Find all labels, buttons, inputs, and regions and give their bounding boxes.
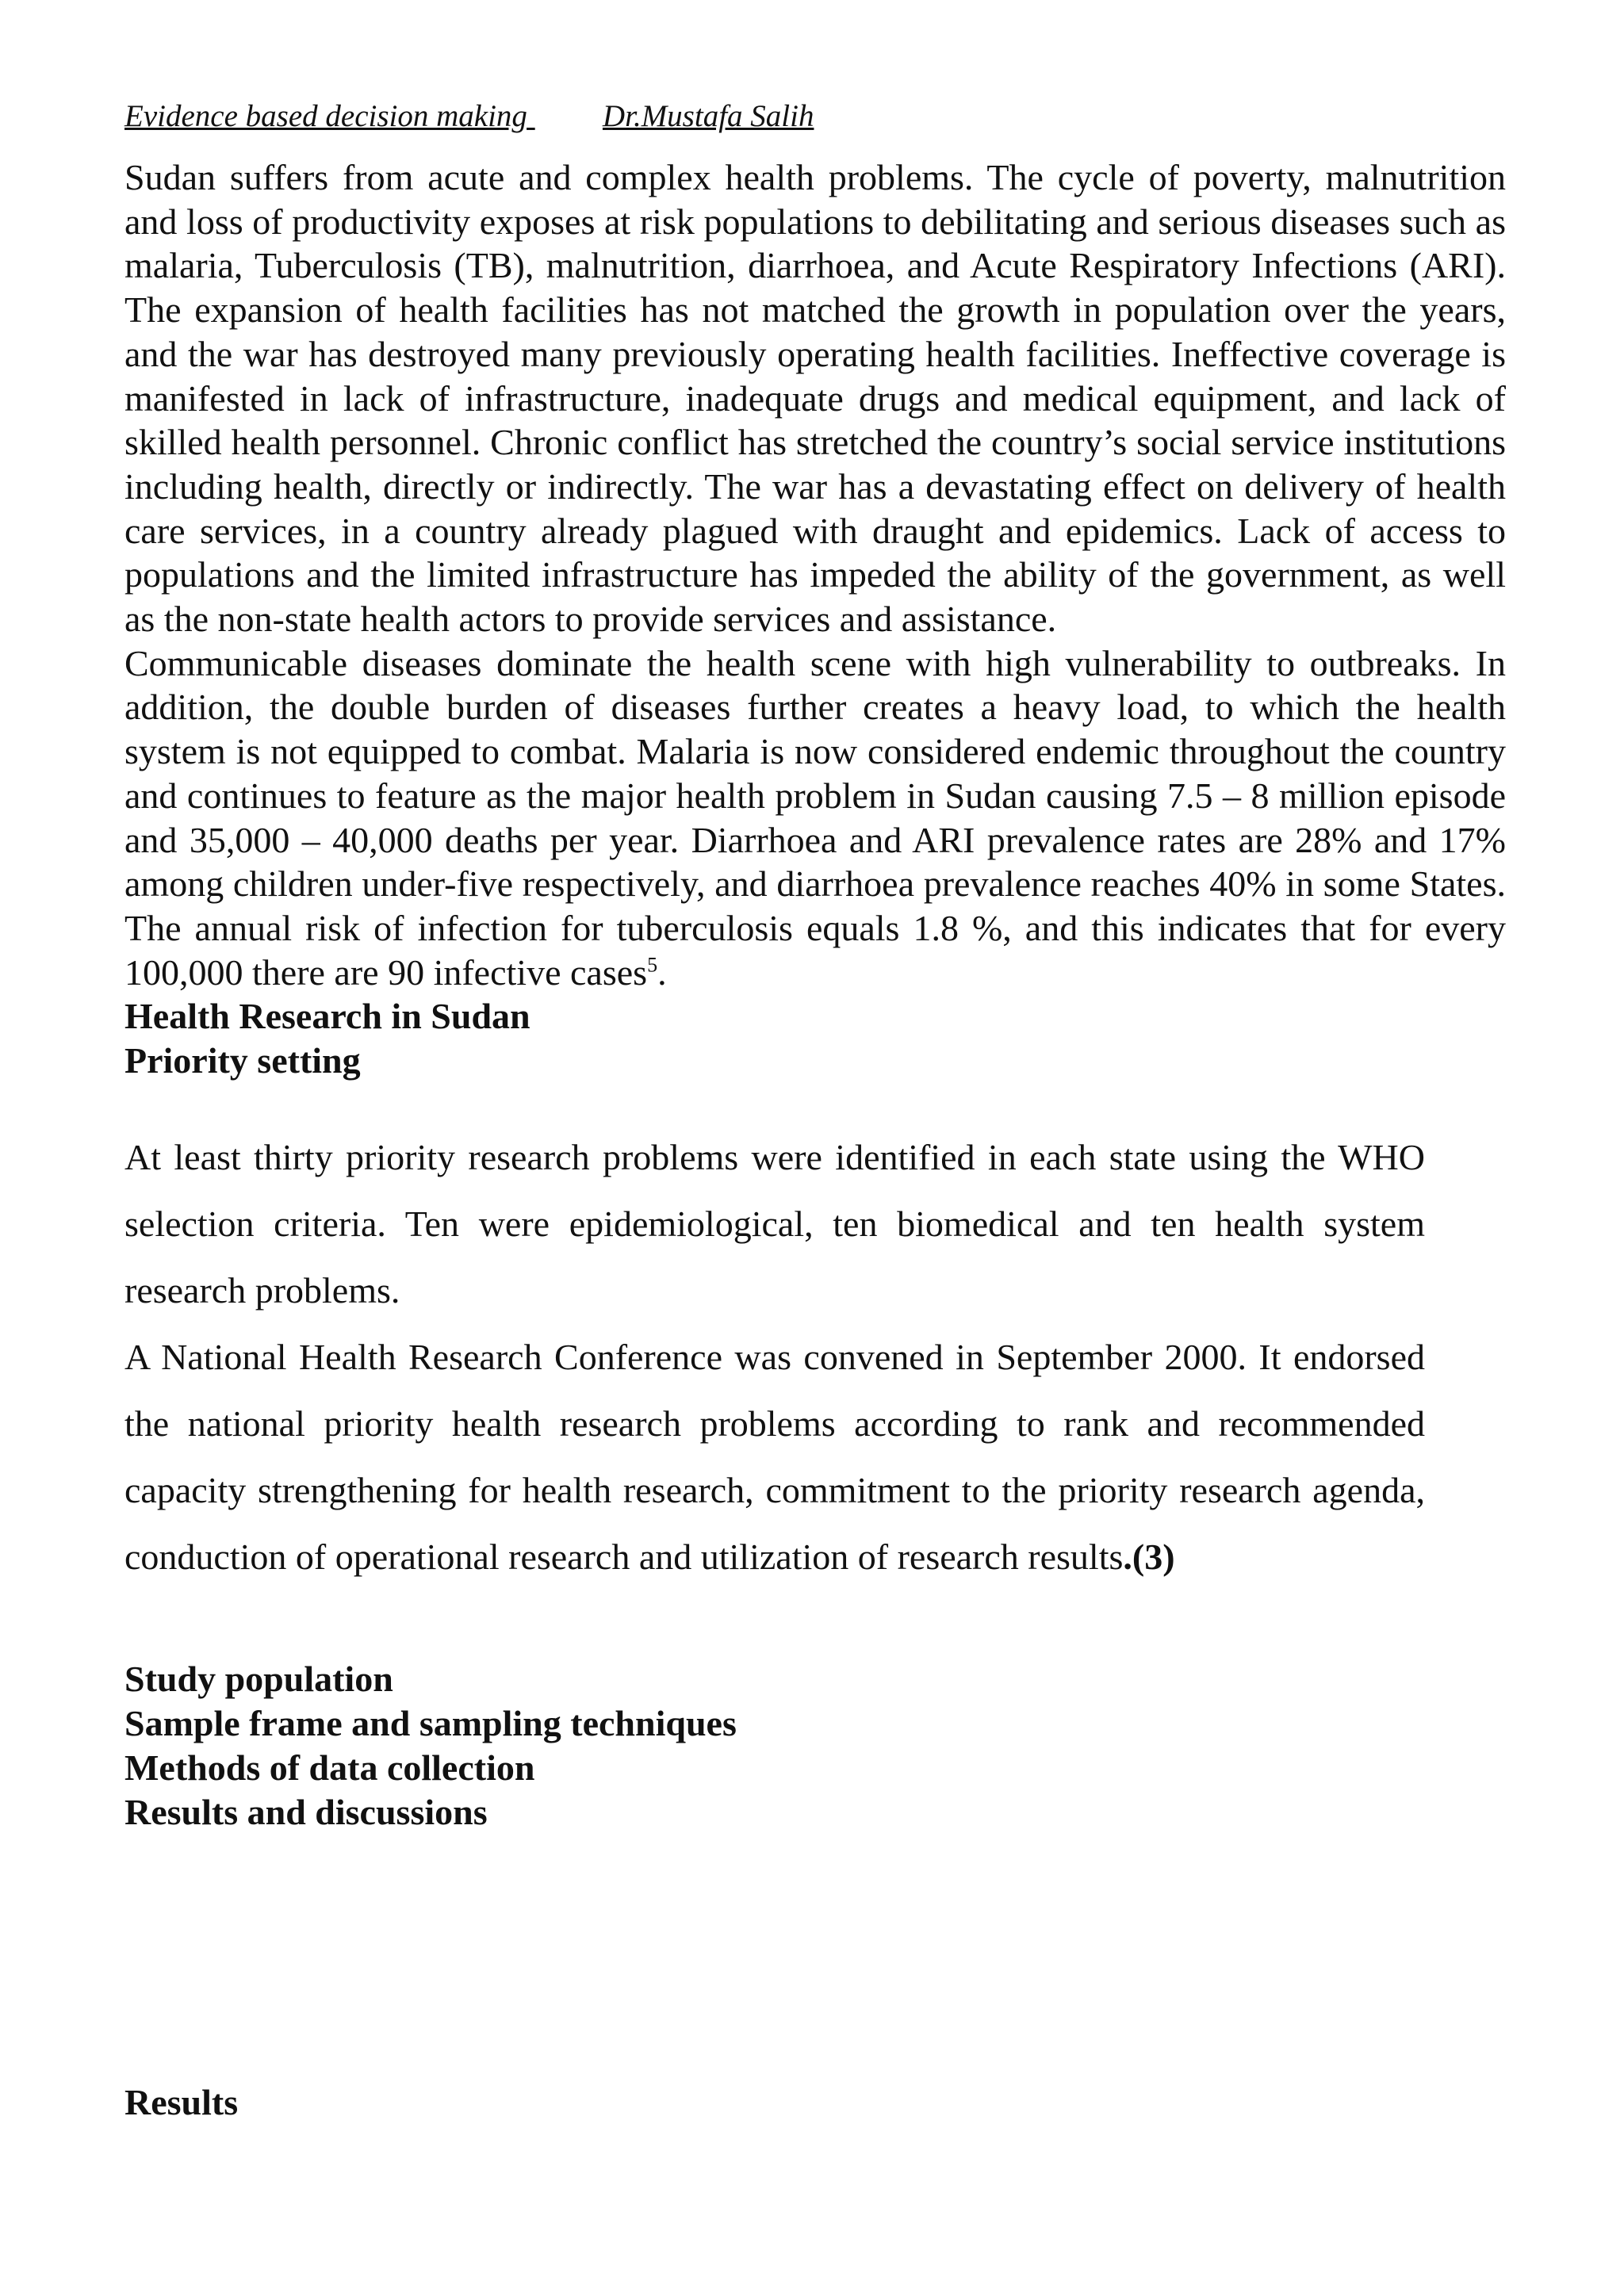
header-author: Dr.Mustafa Salih bbox=[602, 99, 814, 133]
paragraph-communicable-diseases-text: Communicable diseases dominate the health scene with high vulnerability to outbreaks. In addition, the double burden of diseases further creates a heavy load, to which the health system is not equipped to combat. Malaria is now considered endemic throughout the country and continues to feature as the major health problem in Sudan causing 7.5 – 8 million episode and 35,000 – 40,000 deaths per year. Diarrhoea and ARI prevalence rates are 28% and 17% among children under-five respectively, and diarrhoea prevalence reaches 40% in some States. The annual risk of infection for tuberculosis equals 1.8 %, and this indicates that for every 100,000 there are 90 infective cases bbox=[124, 642, 1506, 993]
section-headings bbox=[124, 1657, 737, 1835]
running-header bbox=[124, 98, 814, 135]
heading-methods: Methods of data collection bbox=[124, 1747, 535, 1788]
footnote-reference: 5 bbox=[647, 953, 658, 977]
body-text-block bbox=[124, 155, 1506, 1083]
priority-setting-block bbox=[124, 1124, 1425, 1590]
paragraph-priority-problems: At least thirty priority research problems were identified in each state using the WHO selection criteria. Ten were epidemiological, ten biomedical and ten health system research problems. bbox=[124, 1137, 1425, 1311]
heading-results: Results bbox=[124, 2082, 239, 2122]
heading-study-population: Study population bbox=[124, 1659, 393, 1699]
header-title: Evidence based decision making bbox=[124, 99, 527, 133]
citation-reference: .(3) bbox=[1123, 1536, 1175, 1577]
heading-health-research: Health Research in Sudan bbox=[124, 996, 530, 1037]
heading-sample-frame: Sample frame and sampling techniques bbox=[124, 1703, 737, 1743]
paragraph-conference bbox=[124, 1324, 1425, 1590]
heading-priority-setting: Priority setting bbox=[124, 1040, 361, 1081]
heading-results-discussions: Results and discussions bbox=[124, 1792, 488, 1832]
paragraph-communicable-diseases bbox=[124, 641, 1506, 995]
header-spacer bbox=[527, 98, 603, 135]
sentence-end: . bbox=[657, 951, 667, 993]
paragraph-conference-text: A National Health Research Conference was convened in September 2000. It endorsed the national priority health research problems according to rank and recommended capacity strengthening for health research, commitment to the priority research agenda, conduction of operational research and utilization of research results bbox=[124, 1337, 1425, 1577]
paragraph-health-problems: Sudan suffers from acute and complex health problems. The cycle of poverty, malnutrition and loss of productivity exposes at risk populations to debilitating and serious diseases such as malaria, Tuberculosis (TB), malnutrition, diarrhoea, and Acute Respiratory Infections (ARI). The expansion of health facilities has not matched the growth in population over the years, and the war has destroyed many previously operating health facilities. Ineffective coverage is manifested in lack of infrastructure, inadequate drugs and medical equipment, and lack of skilled health personnel. Chronic conflict has stretched the country’s social service institutions including health, directly or indirectly. The war has a devastating effect on delivery of health care services, in a country already plagued with draught and epidemics. Lack of access to populations and the limited infrastructure has impeded the ability of the government, as well as the non-state health actors to provide services and assistance. bbox=[124, 157, 1506, 640]
